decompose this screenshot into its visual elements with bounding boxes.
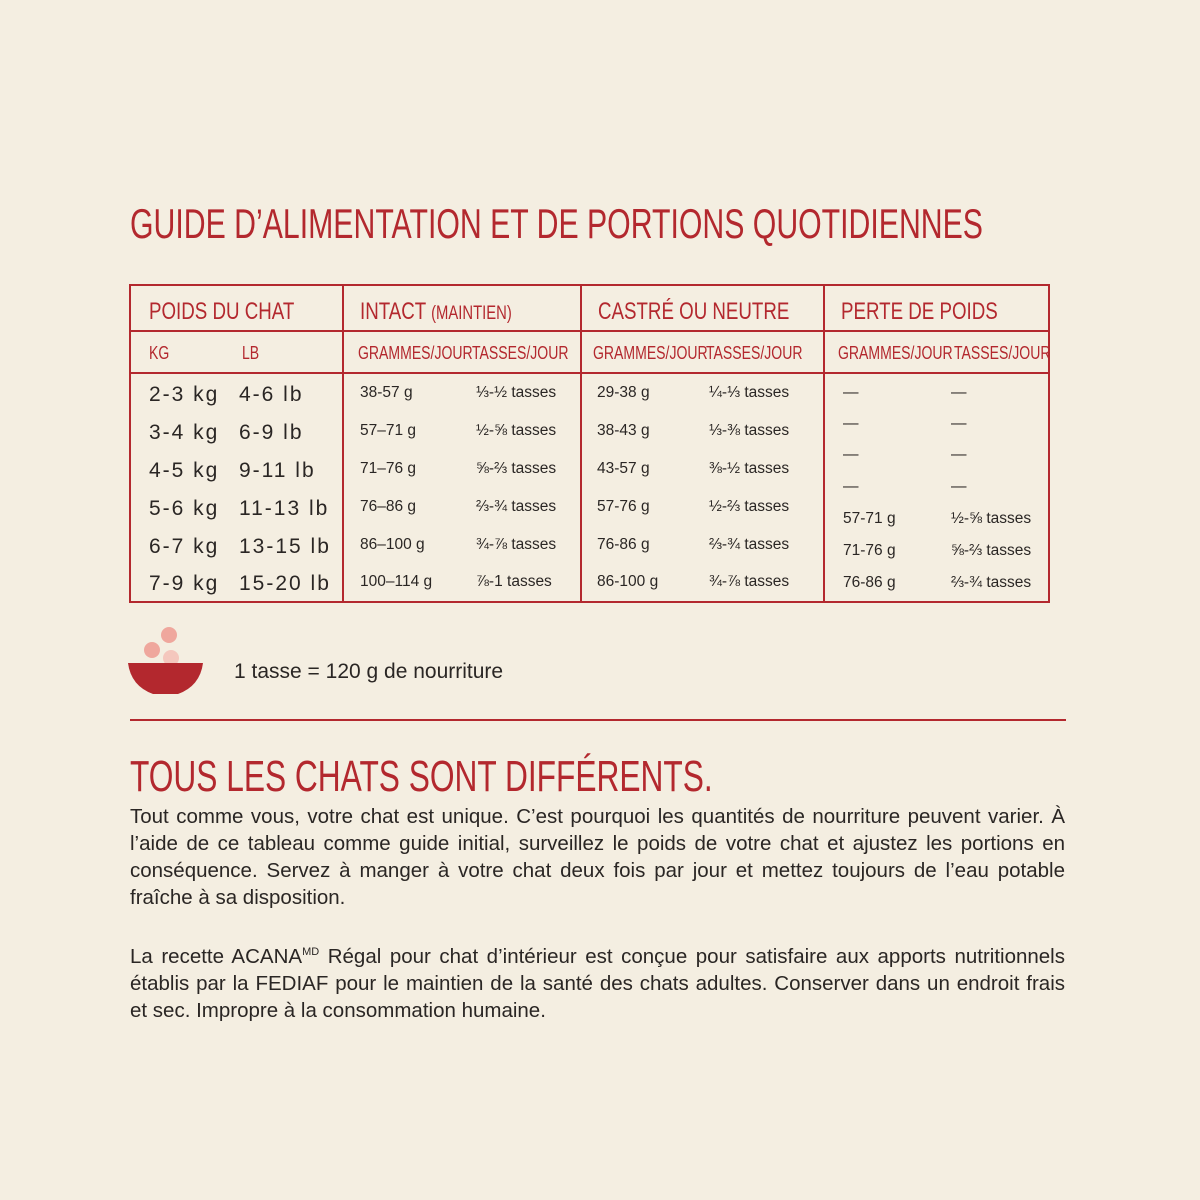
row-neutered-grams: 86-100 g [597, 573, 659, 590]
loss-cups: ½-⅝ tasses [951, 510, 1032, 527]
section-title: TOUS LES CHATS SONT DIFFÉRENTS. [130, 752, 713, 801]
loss-cups: — [951, 415, 967, 432]
page-title: GUIDE D’ALIMENTATION ET DE PORTIONS QUOTIDIENNES [130, 200, 983, 247]
row-intact-cups: ⅝-⅔ tasses [476, 460, 557, 477]
loss-grams: — [843, 478, 859, 495]
row-neutered-grams: 57-76 g [597, 498, 650, 515]
table-divider [131, 372, 1048, 374]
subheader-loss-grams: GRAMMES/JOUR [838, 343, 953, 363]
row-neutered-cups: ½-⅔ tasses [709, 498, 790, 515]
table-divider [580, 286, 582, 601]
intro-paragraph: Tout comme vous, votre chat est unique. C’est pourquoi les quantités de nourriture peuvent varier. À l’aide de ce tableau comme guide initial, surveillez le poids de votre chat et ajustez les portions en conséquence. Servez à manger à votre chat deux fois par jour et mettez toujours de l’eau potable fraîche à sa disposition. [130, 805, 1065, 909]
loss-cups: ⅝-⅔ tasses [951, 542, 1032, 559]
row-neutered-grams: 43-57 g [597, 460, 650, 477]
row-intact-cups: ¾-⅞ tasses [476, 536, 557, 553]
subheader-neutered-grams: GRAMMES/JOUR [593, 343, 708, 363]
section-divider [130, 719, 1066, 721]
loss-grams: 71-76 g [843, 542, 896, 559]
row-kg: 5-6 kg [149, 497, 220, 520]
loss-grams: — [843, 384, 859, 401]
row-intact-grams: 71–76 g [360, 460, 417, 477]
row-neutered-cups: ¾-⅞ tasses [709, 573, 790, 590]
row-lb: 13-15 lb [239, 535, 331, 558]
row-lb: 9-11 lb [239, 459, 316, 482]
header-neutered: CASTRÉ OU NEUTRE [598, 298, 790, 325]
table-divider [131, 330, 1048, 332]
food-bowl-icon [126, 624, 206, 705]
row-intact-grams: 86–100 g [360, 536, 425, 553]
table-divider [823, 286, 825, 601]
table-divider [342, 286, 344, 601]
loss-grams: 76-86 g [843, 574, 896, 591]
cup-conversion-note: 1 tasse = 120 g de nourriture [234, 660, 504, 683]
row-intact-cups: ⅔-¾ tasses [476, 498, 557, 515]
row-kg: 6-7 kg [149, 535, 220, 558]
row-intact-grams: 76–86 g [360, 498, 417, 515]
row-intact-grams: 57–71 g [360, 422, 417, 439]
row-kg: 4-5 kg [149, 459, 220, 482]
row-neutered-grams: 76-86 g [597, 536, 650, 553]
row-intact-cups: ⅓-½ tasses [476, 384, 557, 401]
row-neutered-cups: ¼-⅓ tasses [709, 384, 790, 401]
loss-cups: — [951, 384, 967, 401]
row-kg: 2-3 kg [149, 383, 220, 406]
subheader-intact-cups: TASSES/JOUR [472, 343, 569, 363]
row-kg: 3-4 kg [149, 421, 220, 444]
subheader-intact-grams: GRAMMES/JOUR [358, 343, 473, 363]
row-intact-grams: 38-57 g [360, 384, 413, 401]
header-weight: POIDS DU CHAT [149, 298, 295, 325]
subheader-kg: KG [149, 343, 170, 363]
row-neutered-cups: ⅜-½ tasses [709, 460, 790, 477]
recipe-paragraph: La recette $ACANA^{MD}$ Régal pour chat d’intérieur est conçue pour satisfaire aux apports nutritionnels établis par la FEDIAF pour le maintien de la santé des chats adultes. Conserver dans un endroit frais et sec. Impropre à la consommation humaine. [130, 944, 1065, 1022]
subheader-loss-cups: TASSES/JOUR [954, 343, 1051, 363]
header-intact: INTACT (MAINTIEN) [360, 298, 512, 325]
row-kg: 7-9 kg [149, 572, 220, 595]
loss-grams: 57-71 g [843, 510, 896, 527]
subheader-neutered-cups: TASSES/JOUR [706, 343, 803, 363]
loss-grams: — [843, 415, 859, 432]
row-neutered-cups: ⅔-¾ tasses [709, 536, 790, 553]
row-lb: 11-13 lb [239, 497, 330, 520]
row-lb: 6-9 lb [239, 421, 304, 444]
row-neutered-grams: 29-38 g [597, 384, 650, 401]
loss-cups: — [951, 478, 967, 495]
loss-grams: — [843, 446, 859, 463]
row-neutered-cups: ⅓-⅜ tasses [709, 422, 790, 439]
row-intact-cups: ½-⅝ tasses [476, 422, 557, 439]
row-lb: 4-6 lb [239, 383, 304, 406]
loss-cups: ⅔-¾ tasses [951, 574, 1032, 591]
loss-cups: — [951, 446, 967, 463]
row-intact-grams: 100–114 g [360, 573, 433, 590]
row-lb: 15-20 lb [239, 572, 331, 595]
row-intact-cups: ⅞-1 tasses [476, 573, 552, 590]
row-neutered-grams: 38-43 g [597, 422, 650, 439]
header-weight-loss: PERTE DE POIDS [841, 298, 998, 325]
subheader-lb: LB [242, 343, 260, 363]
feeding-table [129, 284, 1050, 603]
